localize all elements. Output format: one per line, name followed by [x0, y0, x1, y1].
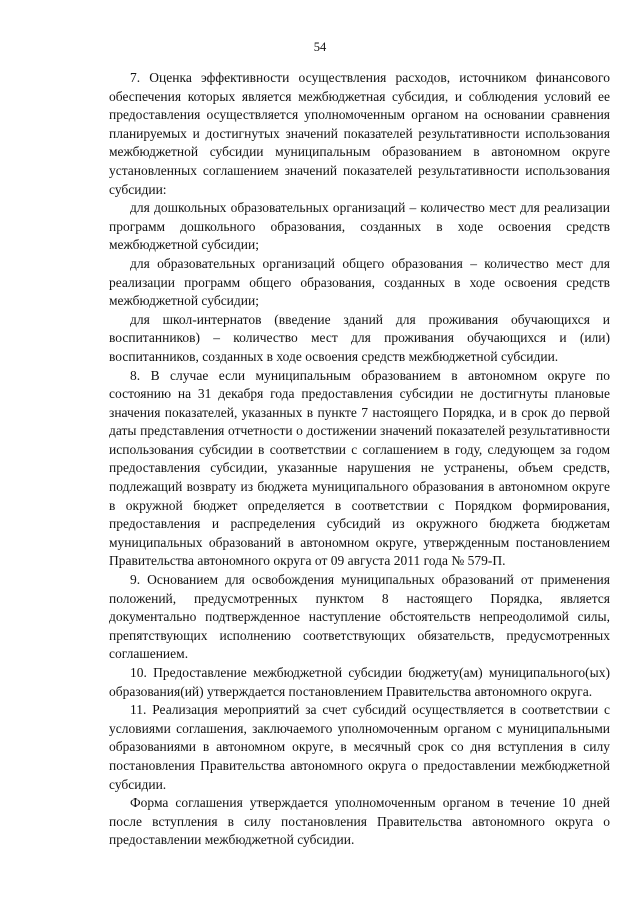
- paragraph-preschool: для дошкольных образовательных организаций – количество мест для реализации программ дошкольного образования, созданных в ходе освоения средств межбюджетной субсидии;: [109, 200, 610, 253]
- paragraph-11: 11. Реализация мероприятий за счет субсидий осуществляется в соответствии с условиями соглашения, заключаемого уполномоченным органом с муниципальными образованиями в автономном округе, в месячный срок со дня вступления в силу постановления Правительства автономного округа о предоставлении межбюджетной субсидии.: [109, 702, 610, 792]
- paragraph-10: 10. Предоставление межбюджетной субсидии бюджету(ам) муниципального(ых) образования(ий) утверждается постановлением Правительства автономного округа.: [109, 665, 610, 699]
- page-number: 54: [313, 40, 327, 54]
- paragraph-9: 9. Основанием для освобождения муниципальных образований от применения положений, предусмотренных пунктом 8 настоящего Порядка, является документально подтвержденное наступление обстоятельств непреодолимой силы, препятствующих исполнению соответствующих обязательств, предусмотренных соглашением.: [109, 572, 610, 662]
- paragraph-agreement-form: Форма соглашения утверждается уполномоченным органом в течение 10 дней после вступления в силу постановления Правительства автономного округа о предоставлении межбюджетной субсидии.: [109, 795, 610, 848]
- paragraph-7: 7. Оценка эффективности осуществления расходов, источником финансового обеспечения которых является межбюджетная субсидия, и соблюдения условий ее предоставления осуществляется уполномоченным органом на основании сравнения планируемых и достигнутых значений показателей результативности использования межбюджетной субсидии муниципальным образованием в автономном округе установленных соглашением значений показателей результативности использования субсидии:: [109, 70, 610, 197]
- page-body: [109, 69, 610, 850]
- paragraph-boarding-schools: для школ-интернатов (введение зданий для проживания обучающихся и воспитанников) – количество мест для проживания обучающихся и (или) воспитанников, созданных в ходе освоения средств межбюджетной субсидии.: [109, 311, 610, 364]
- paragraph-8: 8. В случае если муниципальным образованием в автономном округе по состоянию на 31 декабря года предоставления субсидии не достигнуты плановые значения показателей, указанных в пункте 7 настоящего Порядка, и в срок до первой даты представления отчетности о достижении значений показателей результативности использования субсидии в соответствии с соглашением в году, следующем за годом предоставления субсидии, указанные нарушения не устранены, объем средств, подлежащий возврату из бюджета муниципального образования в автономном округе в окружной бюджет определяется в соответствии с Порядком формирования, предоставления и распределения субсидий из окружного бюджета бюджетам муниципальных образований в автономном округе, утвержденным постановлением Правительства автономного округа от 09 августа 2011 года № 579-П.: [109, 367, 610, 569]
- paragraph-general-education: для образовательных организаций общего образования – количество мест для реализации программ общего образования, созданных в ходе освоения средств межбюджетной субсидии;: [109, 255, 610, 309]
